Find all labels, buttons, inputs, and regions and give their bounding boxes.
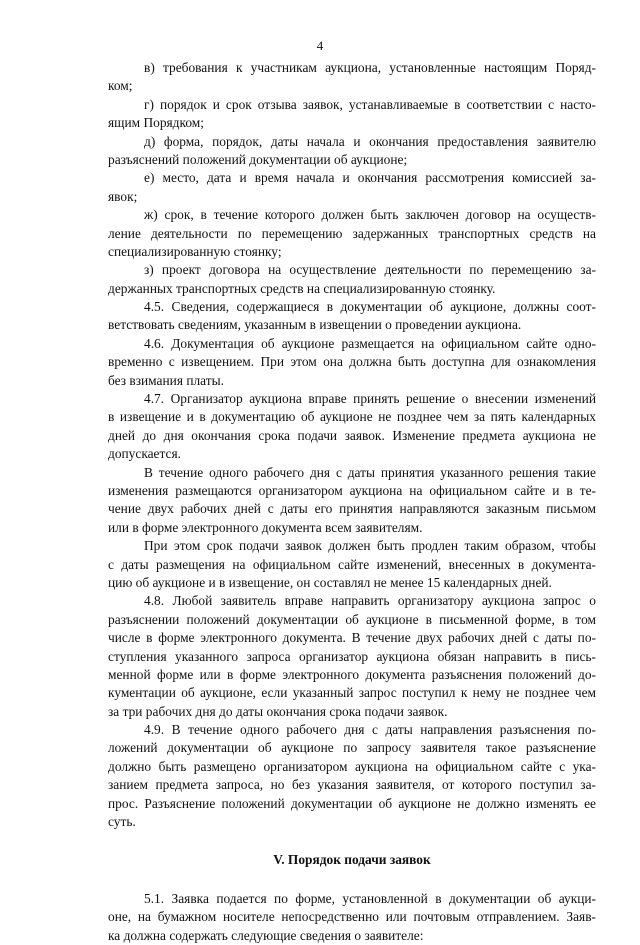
section-heading: V. Порядок подачи заявок	[273, 852, 431, 868]
text-line: с даты размещения на официальном сайте изменений, внесенных в документа-	[108, 556, 596, 572]
text-line: В течение одного рабочего дня с даты принятия указанного решения такие	[144, 464, 596, 480]
text-line: разъяснений положений документации об аукционе;	[108, 151, 408, 167]
text-line: должно быть размещено организатором аукциона на официальном сайте с ука-	[108, 758, 596, 774]
text-line: занием предмета запроса, но без указания заявителя, от которого поступил за-	[108, 777, 596, 793]
text-line: цию об аукционе и в извещение, он составлял не менее 15 календарных дней.	[108, 574, 552, 590]
text-line: г) порядок и срок отзыва заявок, устанавливаемые в соответствии с насто-	[144, 96, 596, 112]
text-line: д) форма, порядок, даты начала и окончания предоставления заявителю	[144, 133, 596, 149]
text-line: явок;	[108, 188, 138, 204]
document-body	[108, 59, 596, 945]
section-spacer	[108, 870, 596, 890]
text-line: прос. Разъяснение положений документации об аукционе не должно изменять ее	[108, 795, 596, 811]
text-line: держанных транспортных средств на специализированную стоянку.	[108, 280, 496, 296]
text-line: ка должна содержать следующие сведения о заявителе:	[108, 927, 424, 943]
text-line: в извещение и в документацию об аукционе не позднее чем за пять календарных	[108, 409, 596, 425]
text-line: ветствовать сведениям, указанным в извещении о проведении аукциона.	[108, 317, 522, 333]
page-number: 4	[316, 38, 324, 53]
text-line: кументации об аукционе, если указанный запрос поступил к нему не позднее чем	[108, 685, 596, 701]
text-line: или в форме электронного документа всем заявителям.	[108, 519, 423, 535]
text-line: е) место, дата и время начала и окончания рассмотрения комиссией за-	[144, 170, 596, 186]
text-line: изменения размещаются организатором аукциона на официальном сайте и в те-	[108, 482, 596, 498]
text-line: При этом срок подачи заявок должен быть продлен таким образом, чтобы	[144, 538, 596, 554]
text-line: допускается.	[108, 446, 181, 462]
text-line: ж) срок, в течение которого должен быть заключен договор на осуществ-	[144, 207, 596, 223]
text-line: 5.1. Заявка подается по форме, установленной в документации об аукци-	[144, 890, 596, 906]
text-line: ком;	[108, 78, 133, 94]
text-line: ступления указанного запроса организатор аукциона обязан направить в пись-	[108, 648, 596, 664]
text-line: числе в форме электронного документа. В течение двух рабочих дней с даты по-	[108, 630, 596, 646]
text-line: чение двух рабочих дней с даты его принятия направляются заказным письмом	[108, 501, 596, 517]
text-line: специализированную стоянку;	[108, 243, 282, 259]
text-line: 4.8. Любой заявитель вправе направить организатору аукциона запрос о	[144, 593, 596, 609]
text-line: суть.	[108, 814, 136, 830]
text-line: временно с извещением. При этом она должна быть доступна для ознакомления	[108, 354, 596, 370]
text-line: в) требования к участникам аукциона, установленные настоящим Поряд-	[144, 60, 596, 75]
text-line: оне, на бумажном носителе непосредственно или почтовым отправлением. Заяв-	[108, 909, 596, 925]
text-line: 4.5. Сведения, содержащиеся в документации об аукционе, должны соот-	[144, 299, 596, 315]
text-line: дней до дня окончания срока подачи заявок. Изменение предмета аукциона не	[108, 427, 596, 443]
text-line: ящим Порядком;	[108, 115, 204, 131]
text-line: з) проект договора на осуществление деятельности по перемещению за-	[144, 262, 596, 278]
text-line: за три рабочих дня до даты окончания срока подачи заявок.	[108, 703, 448, 719]
text-line: 4.9. В течение одного рабочего дня с даты направления разъяснения по-	[144, 722, 596, 738]
text-line: ление деятельности по перемещению задержанных транспортных средств на	[108, 225, 596, 241]
text-line: 4.6. Документация об аукционе размещается на официальном сайте одно-	[144, 335, 596, 351]
text-line: разъяснении положений документации об аукционе в письменной форме, в том	[108, 611, 596, 627]
text-line: 4.7. Организатор аукциона вправе принять решение о внесении изменений	[144, 391, 596, 407]
text-line: без взимания платы.	[108, 372, 224, 388]
text-line: менной форме или в форме электронного документа разъяснения положений до-	[108, 666, 596, 682]
section-spacer	[108, 831, 596, 851]
text-line: ложений документации об аукционе по запросу заявителя такое разъяснение	[108, 740, 596, 756]
